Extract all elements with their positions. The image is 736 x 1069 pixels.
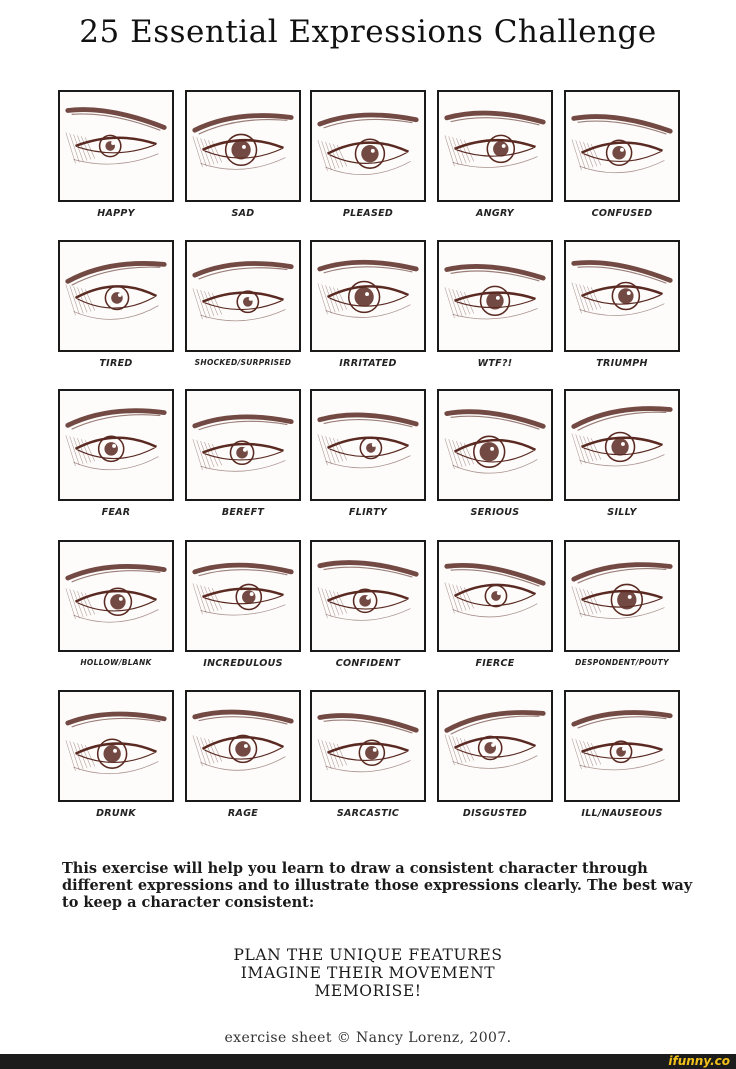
eye-sketch-icon [187, 542, 299, 650]
eye-panel-sarcastic [310, 690, 426, 802]
eye-sketch-icon [566, 391, 678, 499]
eye-sketch-icon [439, 542, 551, 650]
eye-sketch-icon [566, 692, 678, 800]
eye-sketch-icon [187, 692, 299, 800]
label-shocked-surprised: SHOCKED/SURPRISED [194, 358, 292, 367]
eye-sketch-icon [439, 391, 551, 499]
exercise-description: This exercise will help you learn to draw a consistent character through different expressions and to illustrate those expressions clearly. The best way to keep a character consistent: [62, 860, 693, 911]
eye-panel-bereft [185, 389, 301, 501]
label-incredulous: INCREDULOUS [203, 658, 283, 669]
eye-panel-hollow-blank [58, 540, 174, 652]
eye-sketch-icon [566, 92, 678, 200]
eye-sketch-icon [312, 242, 424, 350]
label-triumph: TRIUMPH [596, 358, 648, 369]
eye-panel-irritated [310, 240, 426, 352]
page-title: 25 Essential Expressions Challenge [79, 14, 657, 50]
label-rage: RAGE [227, 808, 259, 819]
label-despondent-pouty: DESPONDENT/POUTY [575, 658, 669, 667]
eye-panel-wtf [437, 240, 553, 352]
eye-sketch-icon [187, 92, 299, 200]
label-silly: SILLY [607, 507, 637, 518]
eye-panel-silly [564, 389, 680, 501]
eye-sketch-icon [312, 692, 424, 800]
motto-line-2: IMAGINE THEIR MOVEMENT [240, 964, 496, 982]
eye-panel-rage [185, 690, 301, 802]
label-tired: TIRED [99, 358, 133, 369]
eye-panel-flirty [310, 389, 426, 501]
label-happy: HAPPY [97, 208, 135, 219]
eye-panel-confused [564, 90, 680, 202]
eye-sketch-icon [60, 692, 172, 800]
eye-sketch-icon [439, 242, 551, 350]
label-confident: CONFIDENT [335, 658, 401, 669]
eye-sketch-icon [312, 391, 424, 499]
ifunny-watermark: ifunny.co [668, 1054, 730, 1068]
eye-panel-confident [310, 540, 426, 652]
eye-sketch-icon [439, 692, 551, 800]
eye-sketch-icon [312, 92, 424, 200]
motto-line-1: PLAN THE UNIQUE FEATURES [233, 946, 503, 964]
eye-panel-shocked-surprised [185, 240, 301, 352]
label-fierce: FIERCE [475, 658, 515, 669]
label-ill-nauseous: ILL/NAUSEOUS [581, 808, 663, 819]
eye-panel-disgusted [437, 690, 553, 802]
eye-sketch-icon [566, 242, 678, 350]
eye-panel-sad [185, 90, 301, 202]
eye-panel-tired [58, 240, 174, 352]
eye-panel-fierce [437, 540, 553, 652]
label-drunk: DRUNK [96, 808, 136, 819]
eye-panel-fear [58, 389, 174, 501]
eye-panel-angry [437, 90, 553, 202]
copyright-credit: exercise sheet © Nancy Lorenz, 2007. [224, 1030, 512, 1046]
eye-panel-triumph [564, 240, 680, 352]
label-pleased: PLEASED [342, 208, 394, 219]
label-irritated: IRRITATED [339, 358, 397, 369]
label-bereft: BEREFT [221, 507, 265, 518]
footer-bar [0, 1054, 736, 1069]
eye-sketch-icon [60, 242, 172, 350]
eye-sketch-icon [312, 542, 424, 650]
label-wtf: WTF?! [477, 358, 513, 369]
label-flirty: FLIRTY [348, 507, 388, 518]
eye-sketch-icon [60, 542, 172, 650]
label-hollow-blank: HOLLOW/BLANK [80, 658, 152, 667]
label-sad: SAD [231, 208, 255, 219]
eye-sketch-icon [566, 542, 678, 650]
label-angry: ANGRY [476, 208, 514, 219]
eye-sketch-icon [187, 242, 299, 350]
eye-panel-incredulous [185, 540, 301, 652]
eye-panel-pleased [310, 90, 426, 202]
label-disgusted: DISGUSTED [462, 808, 528, 819]
eye-panel-serious [437, 389, 553, 501]
eye-sketch-icon [60, 92, 172, 200]
eye-sketch-icon [187, 391, 299, 499]
eye-panel-drunk [58, 690, 174, 802]
label-serious: SERIOUS [470, 507, 520, 518]
eye-panel-ill-nauseous [564, 690, 680, 802]
eye-sketch-icon [60, 391, 172, 499]
label-confused: CONFUSED [591, 208, 653, 219]
eye-panel-happy [58, 90, 174, 202]
label-sarcastic: SARCASTIC [336, 808, 400, 819]
eye-panel-despondent-pouty [564, 540, 680, 652]
eye-sketch-icon [439, 92, 551, 200]
motto-line-3: MEMORISE! [314, 982, 422, 1000]
label-fear: FEAR [101, 507, 131, 518]
